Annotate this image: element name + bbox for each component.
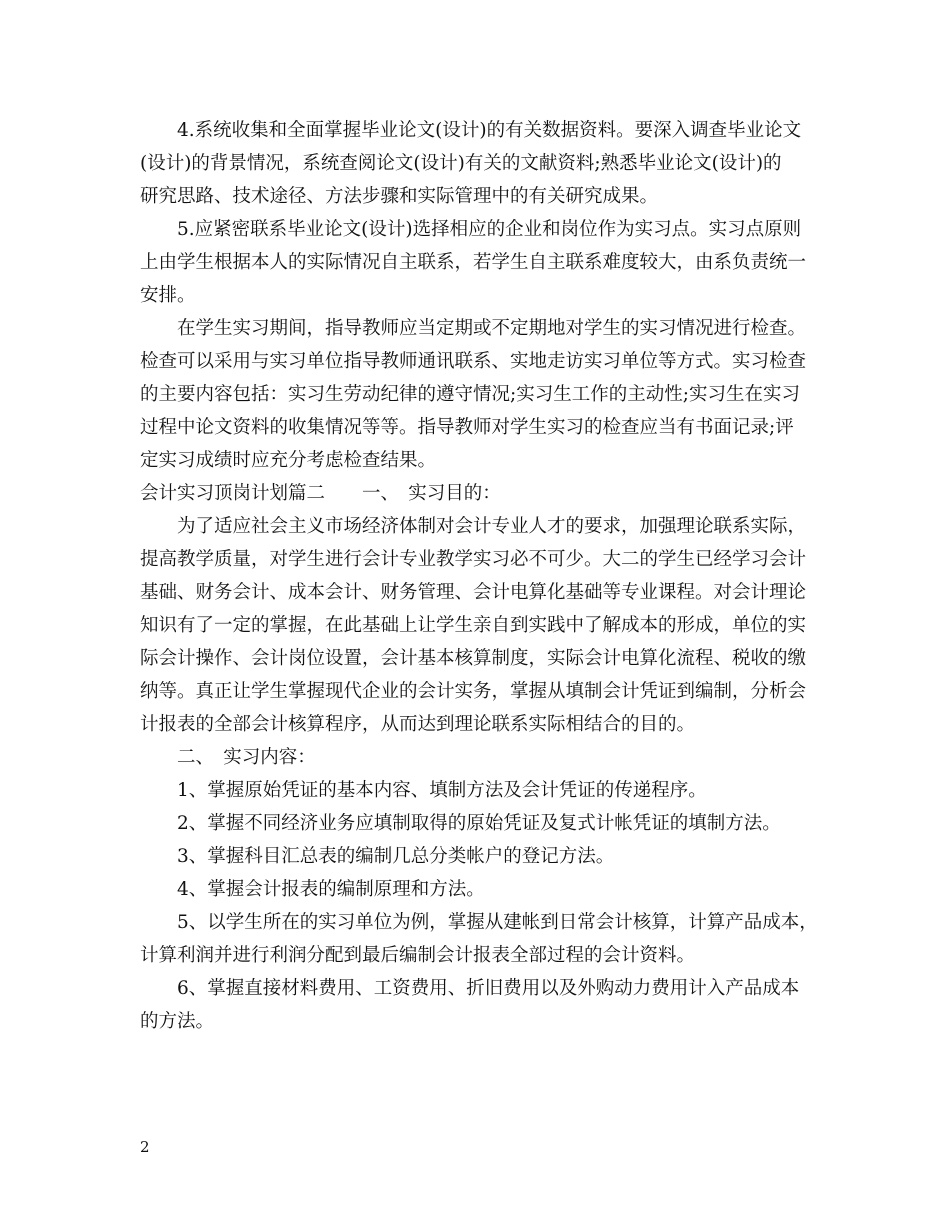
text-line: 计报表的全部会计核算程序，从而达到理论联系实际相结合的目的。 <box>140 714 696 735</box>
text-line: 的主要内容包括：实习生劳动纪律的遵守情况;实习生工作的主动性;实习生在实习 <box>140 384 800 405</box>
text-line: 研究思路、技术途径、方法步骤和实际管理中的有关研究成果。 <box>140 186 659 207</box>
text-line: 的方法。 <box>140 1011 215 1032</box>
section-heading: 会计实习顶岗计划篇二 一、 实习目的： <box>140 483 501 504</box>
text-line: 5.应紧密联系毕业论文(设计)选择相应的企业和岗位作为实习点。实习点原则 <box>177 219 802 240</box>
list-item: 3、掌握科目汇总表的编制几总分类帐户的登记方法。 <box>177 846 615 867</box>
text-line: 为了适应社会主义市场经济体制对会计专业人才的要求，加强理论联系实际， <box>177 516 807 537</box>
list-item: 6、掌握直接材料费用、工资费用、折旧费用以及外购动力费用计入产品成本 <box>177 978 800 999</box>
text-line: 基础、财务会计、成本会计、财务管理、会计电算化基础等专业课程。对会计理论 <box>140 582 807 603</box>
section-heading: 二、 实习内容： <box>177 747 316 768</box>
text-line: 纳等。真正让学生掌握现代企业的会计实务，掌握从填制会计凭证到编制，分析会 <box>140 681 807 702</box>
text-line: 际会计操作、会计岗位设置，会计基本核算制度，实际会计电算化流程、税收的缴 <box>140 648 807 669</box>
text-line: 检查可以采用与实习单位指导教师通讯联系、实地走访实习单位等方式。实习检查 <box>140 351 807 372</box>
text-line: 过程中论文资料的收集情况等等。指导教师对学生实习的检查应当有书面记录;评 <box>140 417 794 438</box>
page-number: 2 <box>140 1138 150 1156</box>
text-line: 定实习成绩时应充分考虑检查结果。 <box>140 450 437 471</box>
text-line: 上由学生根据本人的实际情况自主联系，若学生自主联系难度较大，由系负责统一 <box>140 252 807 273</box>
text-line: 安排。 <box>140 285 196 306</box>
text-line: 提高教学质量，对学生进行会计专业教学实习必不可少。大二的学生已经学习会计 <box>140 549 807 570</box>
text-line: 在学生实习期间，指导教师应当定期或不定期地对学生的实习情况进行检查。 <box>177 318 807 339</box>
list-item: 5、以学生所在的实习单位为例，掌握从建帐到日常会计核算，计算产品成本， <box>177 912 818 933</box>
text-line: 计算利润并进行利润分配到最后编制会计报表全部过程的会计资料。 <box>140 945 696 966</box>
list-item: 2、掌握不同经济业务应填制取得的原始凭证及复式计帐凭证的填制方法。 <box>177 813 781 834</box>
list-item: 4、掌握会计报表的编制原理和方法。 <box>177 879 485 900</box>
list-item: 1、掌握原始凭证的基本内容、填制方法及会计凭证的传递程序。 <box>177 780 707 801</box>
text-line: 4.系统收集和全面掌握毕业论文(设计)的有关数据资料。要深入调查毕业论文 <box>177 120 802 141</box>
document-page <box>140 114 824 1038</box>
text-line: 知识有了一定的掌握，在此基础上让学生亲自到实践中了解成本的形成，单位的实 <box>140 615 807 636</box>
text-line: (设计)的背景情况，系统查阅论文(设计)有关的文献资料;熟悉毕业论文(设计)的 <box>140 153 782 174</box>
